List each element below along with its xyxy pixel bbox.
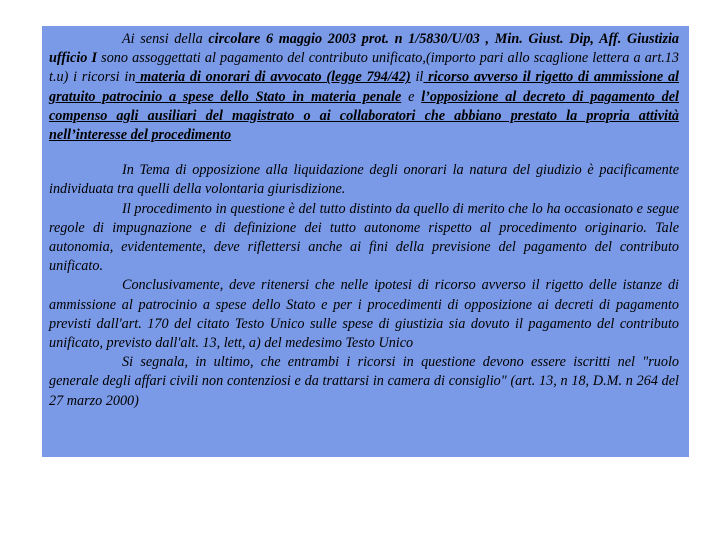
ricorso-rigetto-highlight: ricorso avverso il rigetto di ammissione al gratuito patrocinio a spese dello Stato in materia penale — [49, 69, 679, 105]
intro-text: Ai sensi della — [122, 31, 209, 47]
intro-text: sono assoggettati al pagamento del contributo unificato,(importo pari allo scaglione lettera a art.13 t.u) i ricorsi in — [49, 50, 679, 86]
intro-paragraph — [49, 30, 679, 145]
paragraph-gap — [49, 145, 679, 161]
opposizione-decreto-highlight: l’opposizione al decreto di pagamento del compenso agli ausiliari del magistrato o ai collaboratori che abbiano prestato la propria attività nell’interesse del procedimento — [49, 88, 679, 144]
paragraph-procedimento-autonomo: Il procedimento in questione è del tutto distinto da quello di merito che lo ha occasionato e segue regole di impugnazione e di definizione dei tutto autonome rispetto al procedimento originario. Tale autonomia, evidentemente, deve riflettersi anche ai fini della previsione del pagamento del contributo unificato. — [49, 200, 679, 275]
text-panel — [42, 26, 689, 457]
onorari-avvocato-highlight: materia di onorari di avvocato (legge 794/42) — [135, 69, 411, 86]
intro-text: e — [401, 88, 422, 105]
circolare-reference: circolare 6 maggio 2003 prot. n 1/5830/U/03 , Min. Giust. Dip, Aff. Giustizia ufficio I — [49, 31, 680, 67]
intro-text: il — [410, 69, 424, 86]
paragraph-conclusione: Conclusivamente, deve ritenersi che nelle ipotesi di ricorso avverso il rigetto delle istanze di ammissione al patrocinio a spese dello Stato e per i procedimenti di opposizione ai decreti di pagamento previsti dall'art. 170 del citato Testo Unico sulle spese di giustizia sia dovuto il pagamento del contributo unificato, previsto dall'alt. 13, lett, a) del medesimo Testo Unico — [49, 277, 679, 352]
paragraph-natura-giudizio: In Tema di opposizione alla liquidazione degli onorari la natura del giudizio è pacificamente individuata tra quelli della volontaria giurisdizione. — [49, 162, 679, 198]
paragraph-ruolo-generale: Si segnala, in ultimo, che entrambi i ricorsi in questione devono essere iscritti nel "ruolo generale degli affari civili non contenziosi e da trattarsi in camera di consiglio" (art. 13, n 18, D.M. n 264 del 27 marzo 2000) — [49, 354, 679, 409]
